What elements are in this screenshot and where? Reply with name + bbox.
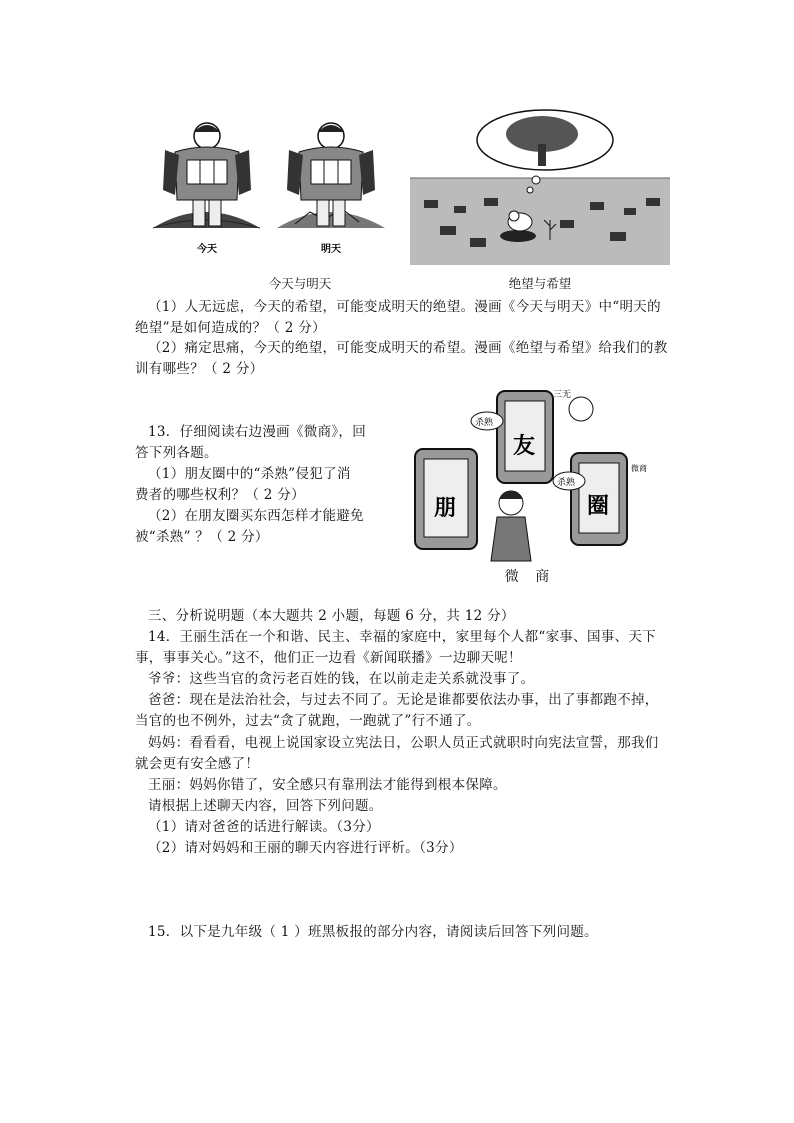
section3-heading: 三、分析说明题（本大题共 2 小题，每题 6 分，共 12 分）: [148, 608, 515, 624]
caption-today-tomorrow: 今天与明天: [268, 276, 332, 291]
cartoon-weishang: [385, 385, 663, 585]
cartoon-despair-hope-drawing: [410, 108, 670, 265]
phone-right-char: 圈: [587, 494, 610, 519]
q13-line5: （2）在朋友圈买东西怎样才能避免: [148, 508, 364, 524]
q14-dad-line2: 当官的也不例外，过去“贪了就跑，一跑就了”行不通了。: [135, 713, 481, 729]
cartoon-weishang-drawing: [385, 385, 663, 585]
q14-line2: 事，事事关心。”这不，他们正一边看《新闻联播》一边聊天呢！: [135, 650, 522, 666]
q15-line: 15．以下是九年级（ 1 ）班黑板报的部分内容，请阅读后回答下列问题。: [148, 924, 598, 940]
label-tomorrow: 明天: [321, 244, 341, 255]
cartoon-despair-hope: [410, 108, 670, 265]
tag-shashu-2: 杀熟: [557, 478, 576, 488]
cartoon-today-tomorrow: [145, 100, 341, 265]
q14-dad-line1: 爸爸：现在是法治社会，与过去不同了。无论是谁都要依法办事，出了事都跑不掉，: [148, 692, 659, 708]
q14-sub2: （2）请对妈妈和王丽的聊天内容进行评析。（3分）: [148, 840, 463, 856]
phone-left-char: 朋: [434, 496, 457, 521]
tag-shashu-1: 杀熟: [475, 418, 494, 428]
q13-line1: 13．仔细阅读右边漫画《微商》，回: [148, 424, 367, 440]
q12-part1-line2: 绝望”是如何造成的？（ 2 分）: [135, 320, 326, 336]
q14-sub1: （1）请对爸爸的话进行解读。（3分）: [148, 819, 380, 835]
q13-line6: 被“杀熟” ？（ 2 分）: [135, 529, 269, 545]
q13-line2: 答下列各题。: [135, 445, 218, 461]
q12-part2-line1: （2）痛定思痛，今天的绝望，可能变成明天的希望。漫画《绝望与希望》给我们的教: [148, 340, 668, 356]
label-today: 今天: [197, 244, 217, 255]
caption-weishang: 微 商: [504, 569, 556, 585]
q14-mom-line1: 妈妈：看看看，电视上说国家设立宪法日，公职人员正式就职时向宪法宣誓，那我们: [148, 735, 659, 751]
phone-center-char: 友: [513, 434, 536, 459]
q13-line3: （1）朋友圈中的“杀熟”侵犯了消: [148, 466, 351, 482]
q14-instruction: 请根据上述聊天内容，回答下列问题。: [148, 798, 383, 814]
q14-grandpa: 爷爷：这些当官的贪污老百姓的钱，在以前走走关系就没事了。: [148, 671, 535, 687]
q12-part2-line2: 训有哪些？（ 2 分）: [135, 361, 264, 377]
q14-line1: 14．王丽生活在一个和谐、民主、幸福的家庭中，家里每个人都“家事、国事、天下: [148, 629, 656, 645]
q13-line4: 费者的哪些权利？（ 2 分）: [135, 487, 305, 503]
caption-despair-hope: 绝望与希望: [508, 276, 572, 291]
q14-wangli: 王丽：妈妈你错了，安全感只有靠刑法才能得到根本保障。: [148, 777, 507, 793]
q14-mom-line2: 就会更有安全感了！: [135, 756, 260, 772]
cartoon-today-tomorrow-drawing: [145, 100, 400, 265]
tag-sanwu: 三无: [553, 390, 572, 400]
q12-part1-line1: （1）人无远虑，今天的希望，可能变成明天的绝望。漫画《今天与明天》中“明天的: [148, 299, 661, 315]
corner-label-weishang: 微商: [631, 464, 647, 473]
